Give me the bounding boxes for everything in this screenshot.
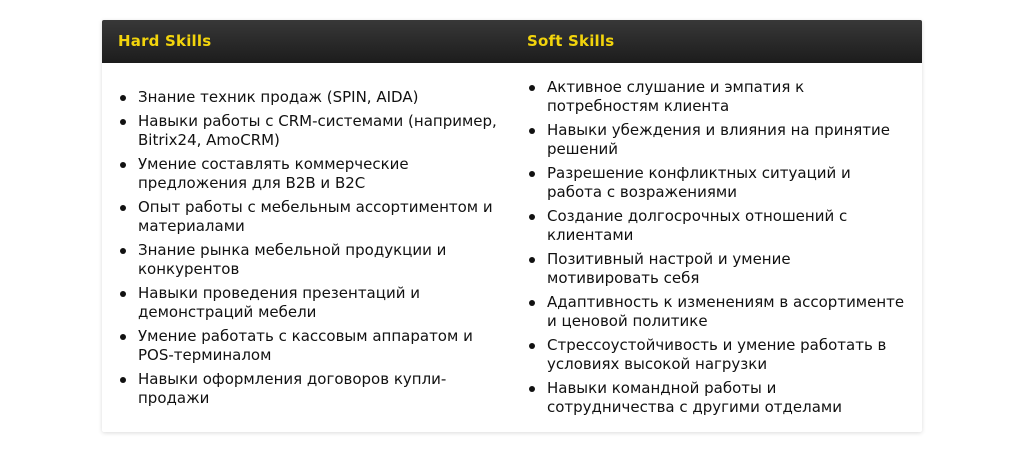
skill-text: Стрессоустойчивость и умение работать в условиях высокой нагрузки — [547, 336, 887, 373]
skill-text: Умение составлять коммерческие предложения для B2B и B2C — [138, 154, 409, 192]
bullet-icon — [120, 119, 126, 125]
list-item — [527, 121, 907, 159]
list-item — [118, 198, 503, 236]
bullet-icon — [120, 95, 126, 101]
hard-skills-list — [118, 88, 503, 408]
skill-text: Адаптивность к изменениям в ассортименте и ценовой политике — [547, 293, 905, 330]
bullet-icon — [529, 85, 535, 91]
skill-text: Навыки оформления договоров купли-продажи — [138, 369, 447, 407]
soft-skills-list — [527, 78, 907, 417]
skill-text: Знание техник продаж (SPIN, AIDA) — [138, 87, 419, 106]
skill-text: Создание долгосрочных отношений с клиентами — [547, 207, 848, 244]
bullet-icon — [529, 171, 535, 177]
skills-table — [102, 20, 922, 432]
bullet-icon — [120, 377, 126, 383]
skill-text: Опыт работы с мебельным ассортиментом и материалами — [138, 197, 493, 235]
skill-text: Разрешение конфликтных ситуаций и работа с возражениями — [547, 164, 851, 201]
list-item — [118, 88, 503, 107]
skill-text: Умение работать с кассовым аппаратом и POS-терминалом — [138, 326, 473, 364]
soft-skills-column — [527, 63, 907, 432]
skill-text: Навыки командной работы и сотрудничества с другими отделами — [547, 379, 842, 416]
skill-text: Позитивный настрой и умение мотивировать себя — [547, 250, 791, 287]
bullet-icon — [529, 128, 535, 134]
bullet-icon — [529, 343, 535, 349]
skill-text: Активное слушание и эмпатия к потребностям клиента — [547, 78, 805, 115]
bullet-icon — [120, 291, 126, 297]
list-item — [527, 78, 907, 116]
list-item — [118, 155, 503, 193]
list-item — [118, 112, 503, 150]
list-item — [527, 207, 907, 245]
bullet-icon — [120, 334, 126, 340]
list-item — [527, 336, 907, 374]
skill-text: Навыки работы с CRM-системами (например, Bitrix24, AmoCRM) — [138, 111, 497, 149]
list-item — [527, 293, 907, 331]
soft-skills-heading: Soft Skills — [527, 32, 615, 50]
list-item — [527, 164, 907, 202]
skill-text: Навыки проведения презентаций и демонстраций мебели — [138, 283, 420, 321]
bullet-icon — [529, 386, 535, 392]
bullet-icon — [120, 205, 126, 211]
list-item — [118, 370, 503, 408]
list-item — [118, 284, 503, 322]
list-item — [118, 241, 503, 279]
bullet-icon — [120, 248, 126, 254]
hard-skills-column — [118, 63, 503, 432]
bullet-icon — [529, 214, 535, 220]
bullet-icon — [120, 162, 126, 168]
skill-text: Знание рынка мебельной продукции и конкурентов — [138, 240, 447, 278]
list-item — [527, 379, 907, 417]
skill-text: Навыки убеждения и влияния на принятие решений — [547, 121, 891, 158]
list-item — [118, 327, 503, 365]
hard-skills-heading: Hard Skills — [118, 32, 212, 50]
bullet-icon — [529, 300, 535, 306]
bullet-icon — [529, 257, 535, 263]
table-header — [102, 20, 922, 63]
table-body — [102, 63, 922, 432]
list-item — [527, 250, 907, 288]
